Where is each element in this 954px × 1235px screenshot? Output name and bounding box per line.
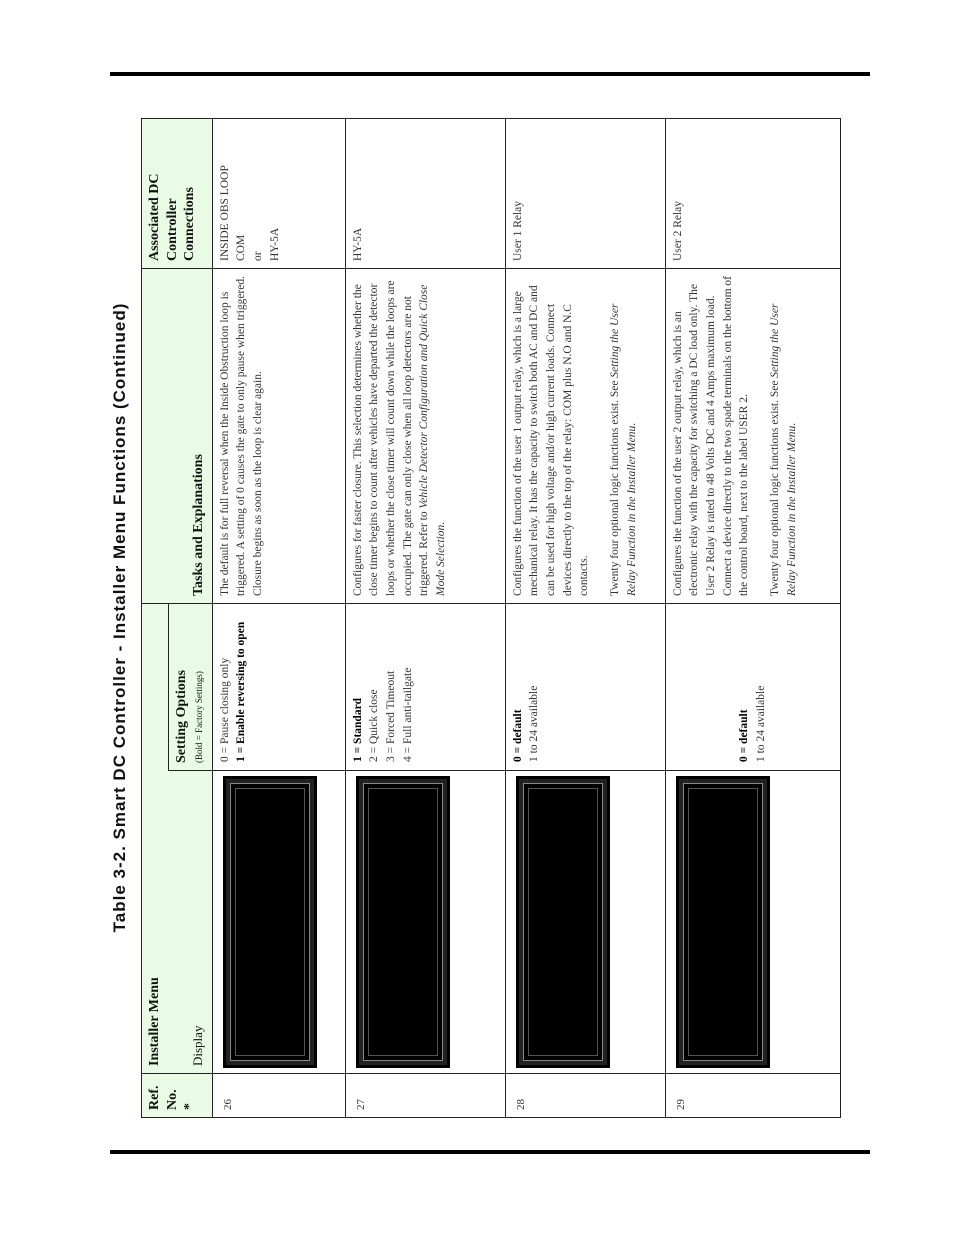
option-text: 1 = Standard — [351, 697, 364, 762]
ref-cell: 28 — [505, 1074, 665, 1118]
ref-cell: 26 — [212, 1074, 345, 1118]
option-text: 3 = Forced Timeout — [384, 670, 397, 762]
tasks-text: Configures for faster closure. This selection determines whether the close timer begins to count after vehicles have departed the detector loops or whether the close timer will count down while the loops are occupied. The gate can only close when all loop detectors are not triggered. Refer to — [351, 280, 431, 596]
table-row — [665, 119, 840, 1118]
connection-item: COM — [235, 234, 248, 261]
tasks-end: . — [434, 521, 447, 525]
tasks-cell — [505, 269, 665, 604]
table-row — [212, 119, 345, 1118]
connection-item: INSIDE OBS LOOP — [218, 165, 231, 261]
table-row — [505, 119, 665, 1118]
option-text: 4 = Full anti-tailgate — [401, 667, 414, 762]
setting-cell — [665, 604, 840, 771]
connections-cell — [212, 119, 345, 269]
tasks-header — [142, 269, 213, 604]
option-text: 0 = default — [737, 709, 750, 762]
ref-header — [142, 1074, 213, 1118]
tasks-end: . — [785, 422, 798, 426]
associated-header — [142, 119, 213, 269]
connection-item: HY-5A — [351, 227, 364, 261]
table-row — [345, 119, 505, 1118]
connections-cell — [665, 119, 840, 269]
tasks-reference-link[interactable]: Setting the User Relay Function in the Installer Menu — [608, 303, 638, 596]
connection-item: or — [251, 251, 264, 261]
display-header-label: Display — [190, 1025, 205, 1066]
connection-item: User 1 Relay — [511, 200, 524, 261]
tasks-text: Configures the function of the user 1 output relay, which is a large mechanical relay. It has the capacity to switch both AC and DC and can be used for high voltage and/or high current loads. Connect devices directly to the top of the relay: COM plus N.O and N.C contacts. — [511, 285, 591, 596]
installer-menu-table — [141, 118, 841, 1118]
tasks-end: . — [625, 422, 638, 426]
tasks-reference-link[interactable]: Vehicle Detector Configuration and Quick Close Mode Selection — [418, 284, 447, 596]
tasks-text: Twenty four optional logic functions exist. See — [608, 380, 621, 596]
option-text: 1 to 24 available — [528, 685, 541, 762]
associated-header-label: Associated DC Controller Connections — [147, 173, 197, 261]
connection-item: User 2 Relay — [671, 200, 684, 261]
option-text: 0 = Pause closing only — [218, 657, 231, 762]
ref-cell: 29 — [665, 1074, 840, 1118]
option-text: 1 = Enable reversing to open — [235, 621, 248, 762]
display-header — [168, 771, 212, 1074]
ref-cell: 27 — [345, 1074, 505, 1118]
tasks-reference-link[interactable]: Setting the User Relay Function in the Installer Menu — [768, 303, 798, 596]
installer-menu-label: Installer Menu — [147, 977, 162, 1066]
setting-cell — [505, 604, 665, 771]
ref-header-label: Ref. No. — [147, 1085, 180, 1110]
tasks-paragraph — [607, 276, 640, 596]
connections-cell — [345, 119, 505, 269]
tasks-cell — [212, 269, 345, 604]
installer-menu-header — [142, 604, 169, 1074]
ref-header-mark: * — [182, 1103, 197, 1110]
setting-cell — [345, 604, 505, 771]
setting-header-note: (Bold = Factory Settings) — [194, 671, 204, 763]
tasks-paragraph — [767, 276, 800, 596]
tasks-cell — [345, 269, 505, 604]
display-cell — [345, 771, 505, 1074]
setting-header-label: Setting Options — [173, 670, 189, 763]
tasks-paragraph — [350, 276, 450, 596]
option-text: 1 to 24 available — [754, 685, 767, 762]
lcd-display — [516, 776, 610, 1068]
option-text: 0 = default — [511, 709, 524, 762]
tasks-text: The default is for full reversal when the Inside Obstruction loop is triggered. A setting of 0 causes the gate to only pause when triggered. Closure begins as soon as the loop is clear again. — [218, 276, 264, 596]
display-cell — [665, 771, 840, 1074]
lcd-display — [356, 776, 450, 1068]
tasks-text: Twenty four optional logic functions exist. See — [768, 380, 781, 596]
option-text: 2 = Quick close — [368, 689, 381, 762]
connections-cell — [505, 119, 665, 269]
setting-header — [168, 604, 212, 771]
setting-cell — [212, 604, 345, 771]
lcd-display — [676, 776, 770, 1068]
tasks-text: Configures the function of the user 2 output relay, which is an electronic relay with the capacity for switching a DC load only. The User 2 Relay is rated to 48 Volts DC and 4 Amps maximum load. Connect a device directly to the two spade terminals on the bottom of the control board, next to the label USER 2. — [671, 276, 751, 596]
lcd-display — [223, 776, 317, 1068]
table-caption: Table 3-2. Smart DC Controller - Installer Menu Functions (Continued) — [110, 302, 129, 933]
display-cell — [212, 771, 345, 1074]
tasks-cell — [665, 269, 840, 604]
tasks-header-label: Tasks and Explanations — [191, 454, 206, 596]
connection-item: HY-5A — [268, 227, 281, 261]
display-cell — [505, 771, 665, 1074]
